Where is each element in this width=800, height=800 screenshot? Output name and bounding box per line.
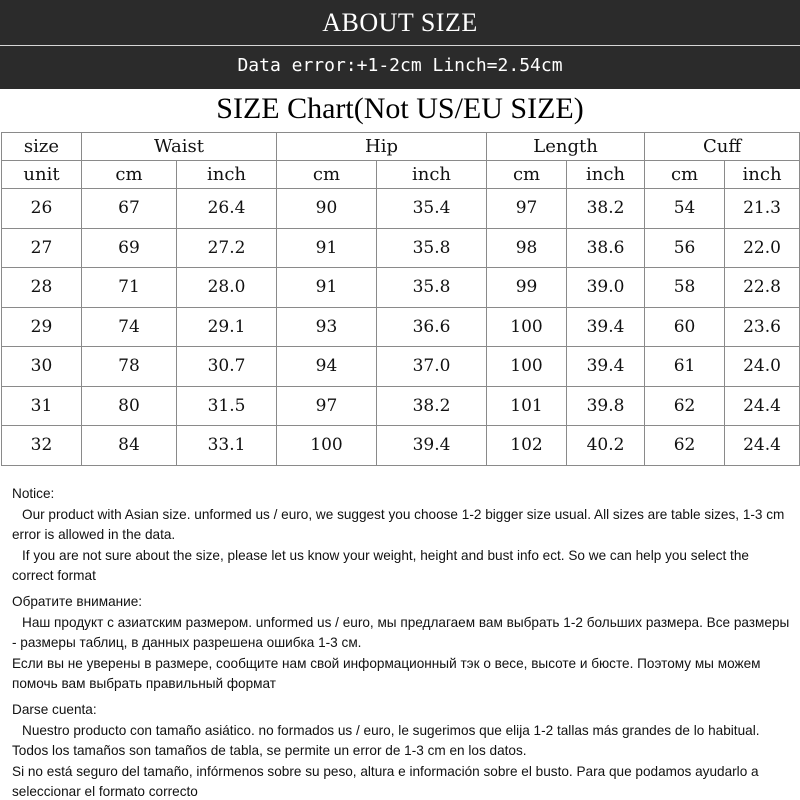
table-cell: 35.8 — [377, 228, 487, 268]
table-cell: 39.8 — [567, 386, 645, 426]
group-header-row — [2, 133, 800, 161]
table-cell: 38.2 — [567, 189, 645, 229]
table-cell: 38.6 — [567, 228, 645, 268]
waist-header: Waist — [82, 133, 277, 161]
table-cell: 35.8 — [377, 268, 487, 308]
size-notes — [12, 484, 792, 800]
table-cell: 36.6 — [377, 307, 487, 347]
table-cell: 102 — [487, 426, 567, 466]
notice-heading-en: Notice: — [12, 486, 55, 501]
about-size-banner — [0, 0, 800, 89]
banner-subtitle: Data error:+1-2cm Linch=2.54cm — [237, 55, 563, 76]
notice-paragraph-en-2: If you are not sure about the size, please let us know your weight, height and bust info ect. So we can help you select the correct format — [12, 547, 749, 584]
hip-header: Hip — [277, 133, 487, 161]
table-cell: 71 — [82, 268, 177, 308]
table-cell: 24.4 — [725, 386, 800, 426]
notice-paragraph-ru-1: Наш продукт с азиатским размером. unformed us / euro, мы предлагаем вам выбрать 1-2 больших размера. Все размеры - размеры таблиц, в данных разрешена ошибка 1-3 см. — [12, 614, 790, 651]
table-cell: 30 — [2, 347, 82, 387]
table-cell: 100 — [487, 307, 567, 347]
table-cell: 30.7 — [177, 347, 277, 387]
table-cell: 31.5 — [177, 386, 277, 426]
table-cell: 90 — [277, 189, 377, 229]
notice-heading-es: Darse cuenta: — [12, 701, 97, 717]
notice-paragraph-es-2: Si no está seguro del tamaño, infórmenos sobre su peso, altura e información sobre el busto. Para que podamos ayudarlo a seleccionar el formato correcto — [12, 763, 759, 800]
size-header: size — [2, 133, 82, 161]
unit-header: inch — [377, 161, 487, 189]
table-row — [2, 228, 800, 268]
table-row — [2, 307, 800, 347]
unit-header: cm — [487, 161, 567, 189]
table-cell: 62 — [645, 386, 725, 426]
unit-header: unit — [2, 161, 82, 189]
table-cell: 27.2 — [177, 228, 277, 268]
table-cell: 99 — [487, 268, 567, 308]
table-cell: 97 — [277, 386, 377, 426]
notice-paragraph-es-1: Nuestro producto con tamaño asiático. no formados us / euro, le sugerimos que elija 1-2 tallas más grandes de lo habitual. Todos los tamaños son tamaños de tabla, se permite un error de 1-3 cm en los datos. — [12, 722, 760, 759]
table-cell: 24.4 — [725, 426, 800, 466]
table-cell: 27 — [2, 228, 82, 268]
table-cell: 74 — [82, 307, 177, 347]
table-cell: 24.0 — [725, 347, 800, 387]
table-cell: 26.4 — [177, 189, 277, 229]
table-cell: 54 — [645, 189, 725, 229]
table-cell: 33.1 — [177, 426, 277, 466]
table-cell: 39.4 — [567, 347, 645, 387]
cuff-header: Cuff — [645, 133, 800, 161]
unit-header-row — [2, 161, 800, 189]
table-row — [2, 386, 800, 426]
table-row — [2, 426, 800, 466]
unit-header: cm — [645, 161, 725, 189]
table-cell: 37.0 — [377, 347, 487, 387]
table-cell: 29 — [2, 307, 82, 347]
table-cell: 56 — [645, 228, 725, 268]
table-cell: 32 — [2, 426, 82, 466]
table-cell: 23.6 — [725, 307, 800, 347]
table-cell: 21.3 — [725, 189, 800, 229]
table-row — [2, 268, 800, 308]
unit-header: inch — [567, 161, 645, 189]
table-cell: 22.0 — [725, 228, 800, 268]
size-table — [1, 132, 800, 466]
table-cell: 31 — [2, 386, 82, 426]
table-cell: 100 — [487, 347, 567, 387]
unit-header: cm — [82, 161, 177, 189]
notice-paragraph-ru-2: Если вы не уверены в размере, сообщите нам свой информационный тэк о весе, высоте и бюсте. Поэтому мы можем помочь вам выбрать правильный формат — [12, 655, 761, 692]
table-row — [2, 189, 800, 229]
table-cell: 58 — [645, 268, 725, 308]
length-header: Length — [487, 133, 645, 161]
banner-divider — [0, 45, 800, 46]
table-cell: 60 — [645, 307, 725, 347]
table-cell: 35.4 — [377, 189, 487, 229]
table-cell: 101 — [487, 386, 567, 426]
unit-header: cm — [277, 161, 377, 189]
notice-heading-ru: Обратите внимание: — [12, 593, 143, 609]
table-cell: 84 — [82, 426, 177, 466]
table-cell: 29.1 — [177, 307, 277, 347]
table-cell: 98 — [487, 228, 567, 268]
table-cell: 38.2 — [377, 386, 487, 426]
table-cell: 91 — [277, 228, 377, 268]
table-cell: 26 — [2, 189, 82, 229]
table-cell: 67 — [82, 189, 177, 229]
table-cell: 78 — [82, 347, 177, 387]
table-cell: 39.4 — [567, 307, 645, 347]
table-cell: 39.4 — [377, 426, 487, 466]
table-cell: 80 — [82, 386, 177, 426]
unit-header: inch — [177, 161, 277, 189]
table-cell: 28 — [2, 268, 82, 308]
banner-title: ABOUT SIZE — [322, 8, 478, 37]
table-cell: 22.8 — [725, 268, 800, 308]
table-cell: 94 — [277, 347, 377, 387]
table-cell: 97 — [487, 189, 567, 229]
table-cell: 93 — [277, 307, 377, 347]
table-cell: 91 — [277, 268, 377, 308]
table-cell: 39.0 — [567, 268, 645, 308]
table-cell: 62 — [645, 426, 725, 466]
table-cell: 40.2 — [567, 426, 645, 466]
table-cell: 100 — [277, 426, 377, 466]
size-chart-title: SIZE Chart(Not US/EU SIZE) — [216, 92, 584, 125]
table-row — [2, 347, 800, 387]
unit-header: inch — [725, 161, 800, 189]
table-cell: 61 — [645, 347, 725, 387]
table-cell: 28.0 — [177, 268, 277, 308]
notice-paragraph-en-1: Our product with Asian size. unformed us / euro, we suggest you choose 1-2 bigger size usual. All sizes are table sizes, 1-3 cm error is allowed in the data. — [12, 506, 785, 543]
table-cell: 69 — [82, 228, 177, 268]
